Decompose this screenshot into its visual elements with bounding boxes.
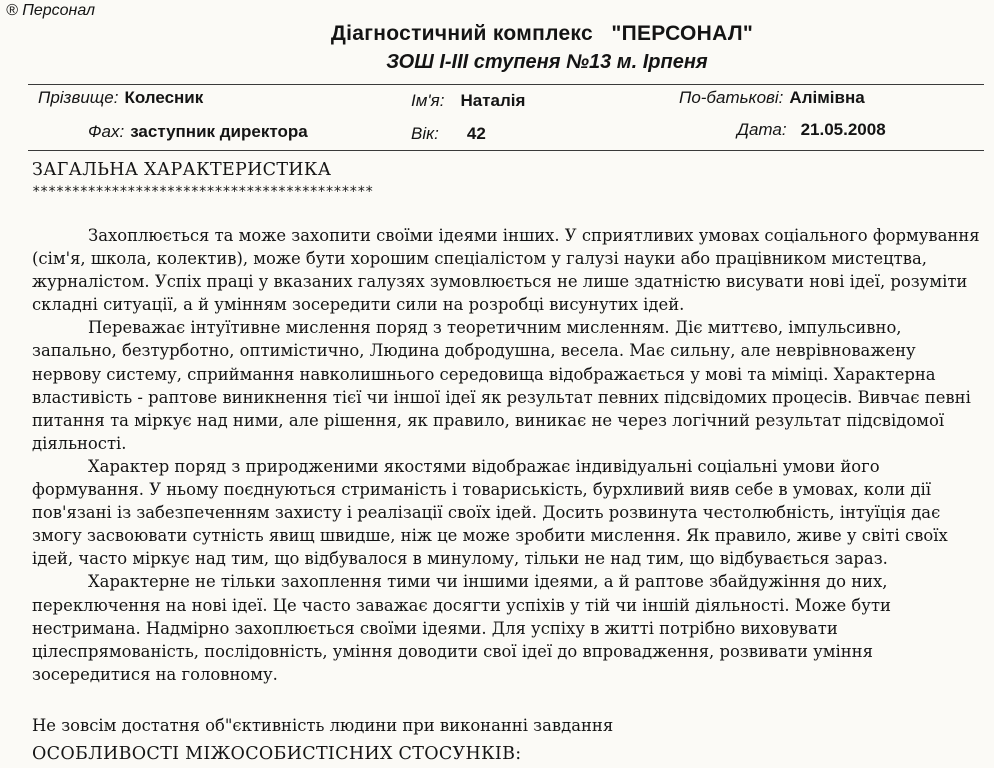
document-title: Діагностичний комплекс "ПЕРСОНАЛ" [330,22,754,45]
paragraph: Характерне не тільки захоплення тими чи іншими ідеями, а й раптове збайдужіння до них, переключення на нові ідеї. Це часто заважає досягти успіхів у тій чи іншій діяльності. Може бути нестримана. Надмірно захоплюється своїми ідеями. Для успіху в житті потрібно виховувати цілеспрямованість, послідовність, уміння доводити свої ідеї до впровадження, розвивати уміння зосередитися на головному. [32,572,891,684]
copyright-mark: ® Персонал [6,2,96,19]
name-value: Наталія [460,91,526,110]
top-divider [28,84,984,85]
general-heading: ЗАГАЛЬНА ХАРАКТЕРИСТИКА [32,160,332,180]
paragraph: Характер поряд з природженими якостями відображає індивідуальні соціальні умови його формування. У ньому поєднуються стриманість і товариськість, бурхливий вияв себе в умовах, коли дії пов'язані із забезпеченням захисту і реалізації своїх ідей. Досить розвинута честолюбність, інтуїція дає змогу засвоювати сутність явищ швидше, ніж це може зробити мислення. Як правило, живе у світі своїх ідей, часто міркує над тим, що відбувалося в минулому, тільки не над тим, що відбувається зараз. [32,456,948,569]
age-label: Вік: [411,124,439,143]
paragraph: Захоплюється та може захопити своїми ідеями інших. У сприятливих умовах соціального формування (сім'я, школа, колектив), може бути хорошим спеціалістом у галузі науки або працівником мистецтва, журналістом. Успіх праці у вказаних галузях зумовлюється не лише здатністю висувати нові ідеї, розуміти складні ситуації, а й умінням зосередити сили на розробці висунутих ідей. [32,226,980,315]
patronymic-value: Алімівна [789,88,865,107]
profession-value: заступник директора [130,122,308,141]
profession-label: Фах: [88,122,125,141]
date-value: 21.05.2008 [800,120,886,139]
patronymic-label: По-батькові: [679,88,784,107]
surname-field [38,88,203,108]
patronymic-field [679,88,865,108]
name-field [411,91,525,111]
date-field [737,120,886,140]
info-divider [28,150,984,151]
interpersonal-heading: ОСОБЛИВОСТІ МІЖОСОБИСТІСНИХ СТОСУНКІВ: [32,744,522,764]
profession-field [88,122,308,142]
age-value: 42 [466,124,486,143]
star-separator: ******************************************* [32,184,373,200]
name-label: Ім'я: [411,91,445,110]
document-subtitle: ЗОШ І-ІІІ ступеня №13 м. Ірпеня [386,51,708,73]
surname-value: Колесник [124,88,204,107]
paragraph: Переважає інтуїтивне мислення поряд з теоретичним мисленням. Діє миттєво, імпульсивно, запально, безтурботно, оптимістично, Людина добродушна, весела. Має сильну, але неврівноважену нервову систему, сприймання навколишнього середовища відображається у мові та міміці. Характерна властивість - раптове виникнення тієї чи іншої ідеї як результат певних підсвідомих процесів. Вивчає певні питання та міркує над ними, але рішення, як правило, виникає не через логічний результат підсвідомої діяльності. [32,318,971,453]
date-label: Дата: [737,120,787,139]
surname-label: Прізвище: [38,88,119,107]
objectivity-note: Не зовсім достатня об"єктивність людини при виконанні завдання [32,716,614,735]
age-field [411,124,486,144]
characteristic-text [32,224,987,686]
